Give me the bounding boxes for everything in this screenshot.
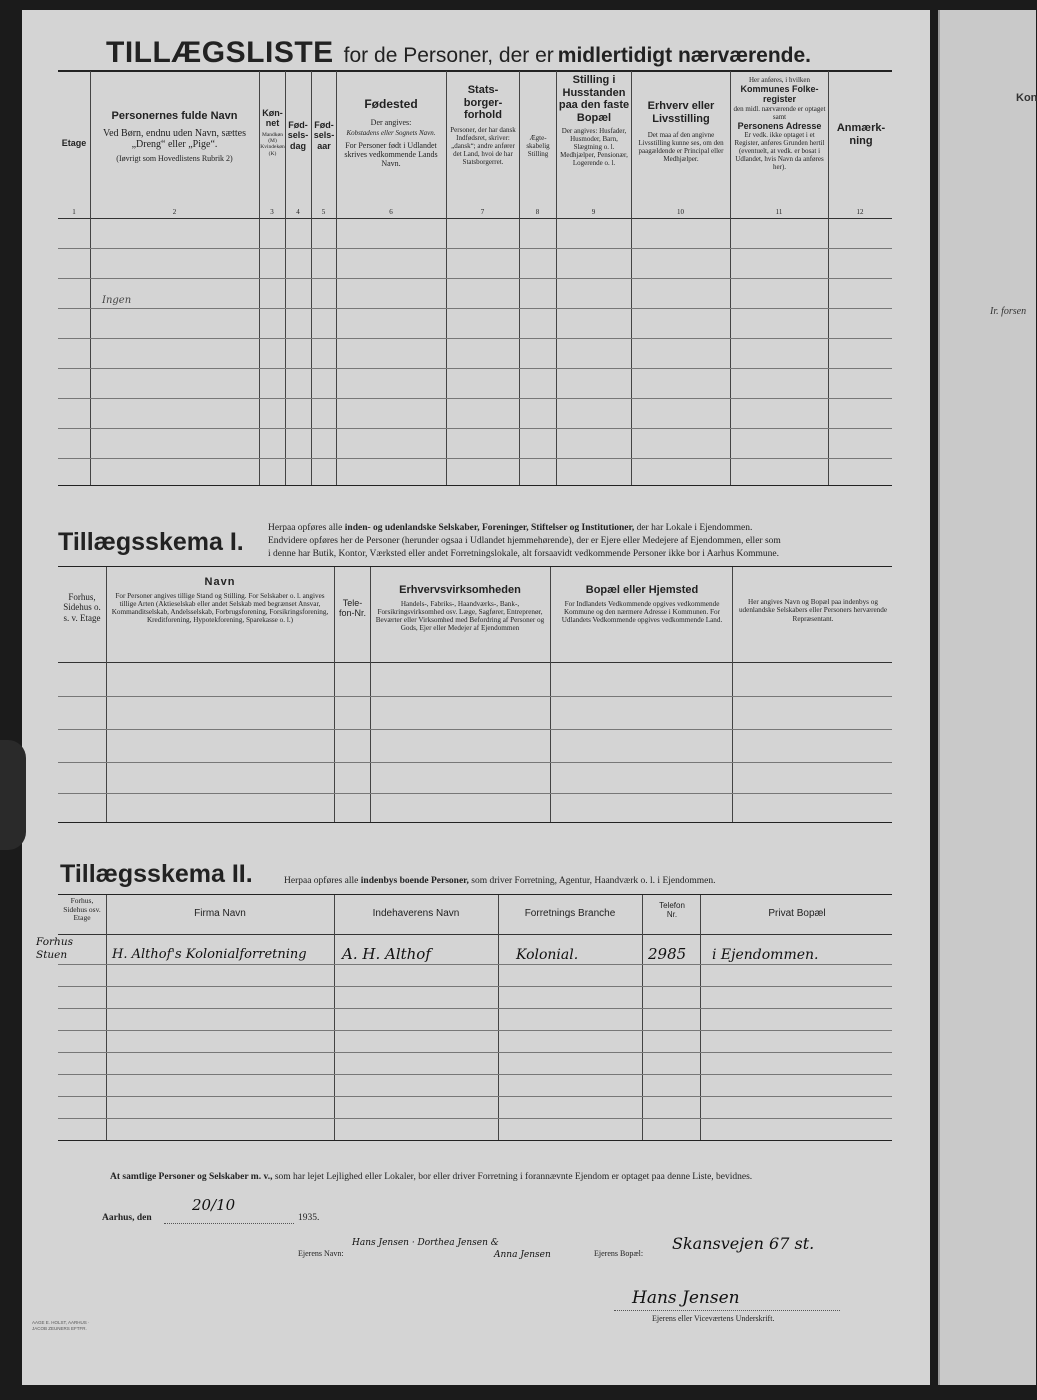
- col-number: 5: [321, 208, 326, 216]
- t1-col-name: Personernes fulde Navn Ved Børn, endnu uden Navn, sættes „Dreng“ eller „Pige“. (Iøvrigt som Hovedlistens Rubrik 2): [102, 110, 247, 163]
- s2-row-line: [58, 986, 892, 987]
- s1-row-line: [58, 696, 892, 697]
- s1-col-navn: Navn For Personer angives tillige Stand og Stilling. For Selskaber o. l. angives tillige Arten (Aktieselskab eller andet Selskab med begrænset Ansvar, Kommanditselskab, Andelsselskab, Forbrugsforening, Forsikringsforening, Kreditforening, Hypotekforening, Sparekasse o. l.): [111, 576, 329, 625]
- s2-row-line: [58, 1008, 892, 1009]
- s2-vline: [498, 895, 499, 1140]
- title-rest-bold: midlertidigt nærværende.: [557, 44, 812, 67]
- title-main: TILLÆGSLISTE: [106, 36, 334, 69]
- s2-row-line: [58, 1074, 892, 1075]
- owner-label: Ejerens Navn:: [298, 1249, 344, 1258]
- skema2-title: Tillægsskema II.: [60, 860, 253, 888]
- table1-bottom-rule: [58, 485, 892, 486]
- skema2-head-rule: [58, 934, 892, 935]
- adjacent-page-fragment: Kon: [1016, 92, 1037, 104]
- table1-top-rule: [58, 70, 892, 72]
- s1-row-line: [58, 762, 892, 763]
- s1-col-erhverv: Erhvervsvirksomheden Handels-, Fabriks-, Haandværks-, Bank-, Forsikringsvirksomhed osv. Læge, Sagfører, Entreprenør, Beværter eller Virksomhed med Befordring af Personer og Gods, Ejer eller Medejer af Ejendommen: [375, 584, 545, 633]
- s2-row-line: [58, 964, 892, 965]
- t1-col-erhverv: Erhverv eller Livsstilling Det maa af den angivne Livsstilling kunne ses, om den paagældende er Principal eller Medhjælper.: [638, 100, 724, 164]
- s2-row-indehaver: A. H. Althof: [342, 945, 431, 963]
- t1-col-aegteskabelig: Ægte-skabelig Stilling: [526, 134, 550, 159]
- t1-row-line: [58, 338, 892, 339]
- t1-col-fodested: Fødested Der angives: Kobstadens eller Sognets Navn. For Personer født i Udlandet skrives vedkommende Lands Navn.: [344, 97, 438, 169]
- adjacent-page-handwriting: Ir. forsen: [990, 306, 1027, 317]
- s1-row-line: [58, 793, 892, 794]
- col-number: 9: [591, 208, 596, 216]
- t1-row-line: [58, 308, 892, 309]
- skema1-title: Tillægsskema I.: [58, 528, 244, 556]
- s2-col-bopael: Privat Bopæl: [768, 908, 826, 919]
- col-number: 3: [270, 208, 274, 216]
- s2-col-indehaver: Indehaverens Navn: [372, 908, 460, 919]
- signature-label: Ejerens eller Viceværtens Underskrift.: [652, 1314, 775, 1323]
- s2-col-branche: Forretnings Branche: [524, 908, 616, 919]
- s2-row-branche: Kolonial.: [516, 947, 579, 963]
- skema1-bottom-rule: [58, 822, 892, 823]
- s2-row-line: [58, 1118, 892, 1119]
- title-rest: for de Personer, der er: [343, 44, 554, 67]
- owner-hand-2: Anna Jensen: [494, 1250, 551, 1260]
- s2-vline: [334, 895, 335, 1140]
- s1-vline: [334, 567, 335, 822]
- year: 1935.: [298, 1213, 320, 1223]
- s1-col-telefon: Tele-fon-Nr.: [338, 598, 366, 619]
- s2-row-bopael: i Ejendommen.: [712, 947, 819, 963]
- s2-row-firma: H. Althof's Kolonialforretning: [112, 947, 307, 962]
- s2-col-telefon: Telefon Nr.: [659, 901, 685, 920]
- t1-col-folkeregister: Her anføres, i hvilken Kommunes Folke-register den midl. nærværende er optaget samt Personens Adresse Er vedk. ikke optaget i et Register, anføres Grunden hertil (eventuelt, at vedk. er bosat i Udlandet, hvis Navn da anføres her).: [733, 76, 826, 172]
- col-number: 7: [480, 208, 485, 216]
- signature-hand: Hans Jensen: [632, 1288, 740, 1308]
- address-hand: Skansvejen 67 st.: [672, 1234, 815, 1253]
- s2-row-line: [58, 1052, 892, 1053]
- t1-row-line: [58, 458, 892, 459]
- declaration: At samtlige Personer og Selskaber m. v., som har lejet Lejlighed eller Lokaler, bor eller driver Forretning i forannævnte Ejendom er optaget paa denne Liste, bevidnes.: [110, 1172, 753, 1182]
- t1-col-kon: Køn-net Mandkøn (M) Kvindekøn (K): [260, 108, 285, 157]
- s2-row-etage: Forhus Stuen: [36, 936, 73, 962]
- t1-col-fodselsaar: Fød-sels-aar: [313, 120, 335, 151]
- s2-vline: [700, 895, 701, 1140]
- skema2-bottom-rule: [58, 1140, 892, 1141]
- s1-col-etage: Forhus, Sidehus o. s. v. Etage: [63, 592, 101, 623]
- signature-line: [614, 1310, 840, 1311]
- s1-col-bopael: Bopæl eller Hjemsted For Indlandets Vedkommende opgives vedkommende Kommune og den nærmere Adresse i Kommunen. For Udlandets Vedkommende opgives vedkommende Land.: [561, 584, 723, 625]
- t1-col-stilling: Stilling i Husstanden paa den faste Bopæl Der angives: Husfader, Husmoder, Barn, Slægtning o. l. Medhjælper, Pensionær, Logerende o. l.: [558, 74, 630, 167]
- col-number: 11: [775, 208, 783, 216]
- s1-col-repraesentant: Her angives Navn og Bopæl paa indenbys og udenlandske Selskabers eller Personers herværende Repræsentant.: [738, 598, 888, 623]
- s2-row-telefon: 2985: [648, 945, 687, 963]
- binding-clip: [0, 740, 26, 850]
- t1-row-line: [58, 428, 892, 429]
- t1-col-fodselsdag: Fød-sels-dag: [287, 120, 309, 151]
- owner-hand: Hans Jensen · Dorthea Jensen &: [352, 1238, 499, 1248]
- skema2-top-rule: [58, 894, 892, 895]
- s1-vline: [732, 567, 733, 822]
- s2-vline: [106, 895, 107, 1140]
- printer-mark: AAGE E. HOLST, AARHUS · JACOB ZEUNERS EFTFR.: [32, 1320, 90, 1331]
- s2-col-etage: Forhus, Sidehus osv. Etage: [63, 896, 101, 923]
- s1-row-line: [58, 729, 892, 730]
- col-number: 2: [172, 208, 177, 216]
- form-title: [106, 36, 811, 70]
- col-number: 6: [389, 208, 393, 216]
- s2-row-line: [58, 1030, 892, 1031]
- s1-vline: [370, 567, 371, 822]
- s1-vline: [550, 567, 551, 822]
- t1-row-line: [58, 248, 892, 249]
- t1-row-line: [58, 278, 892, 279]
- skema2-intro: Herpaa opføres alle indenbys boende Personer, som driver Forretning, Agentur, Haandværk o. l. i Ejendommen.: [284, 876, 716, 886]
- skema1-head-rule: [58, 662, 892, 663]
- skema1-intro: Herpaa opføres alle inden- og udenlandske Selskaber, Foreninger, Stiftelser og Institutioner, der har Lokale i Ejendommen. Endvidere opføres her de Personer (herunder ogsaa i Udlandet hjemmehørende), der er Ejere eller Medejere af Ejendommen, eller som i denne har Butik, Kontor, Værksted eller andet Forretningslokale, alt forsaavidt vedkommende Personer ikke bor i Aarhus Kommune.: [268, 523, 781, 559]
- s2-vline: [642, 895, 643, 1140]
- t1-col-statsborger: Stats-borger-forhold Personer, der har dansk Indfødsret, skriver: „dansk“; andre anfører det Land, hvoi de har Statsborgerret.: [450, 84, 516, 167]
- table1-handwriting: Ingen: [102, 295, 132, 306]
- date-line: [164, 1223, 294, 1224]
- s1-vline: [106, 567, 107, 822]
- t1-row-line: [58, 398, 892, 399]
- col-number: 8: [535, 208, 540, 216]
- skema1-top-rule: [58, 566, 892, 567]
- s2-col-firma: Firma Navn: [194, 908, 246, 919]
- form-page: [22, 10, 930, 1385]
- date-hand: 20/10: [192, 1196, 236, 1214]
- table1-head-rule: [58, 218, 892, 219]
- col-number: 1: [72, 208, 76, 216]
- s2-row-line: [58, 1096, 892, 1097]
- t1-col-anmaerkning: Anmærk-ning: [836, 122, 886, 147]
- col-number: 4: [296, 208, 300, 216]
- adjacent-page: [938, 10, 1036, 1385]
- t1-row-line: [58, 368, 892, 369]
- col-number: 12: [856, 208, 864, 216]
- col-number: 10: [677, 208, 684, 216]
- city-label: Aarhus, den: [102, 1213, 152, 1223]
- address-label: Ejerens Bopæl:: [594, 1249, 644, 1258]
- t1-col-etage: Etage: [61, 138, 87, 148]
